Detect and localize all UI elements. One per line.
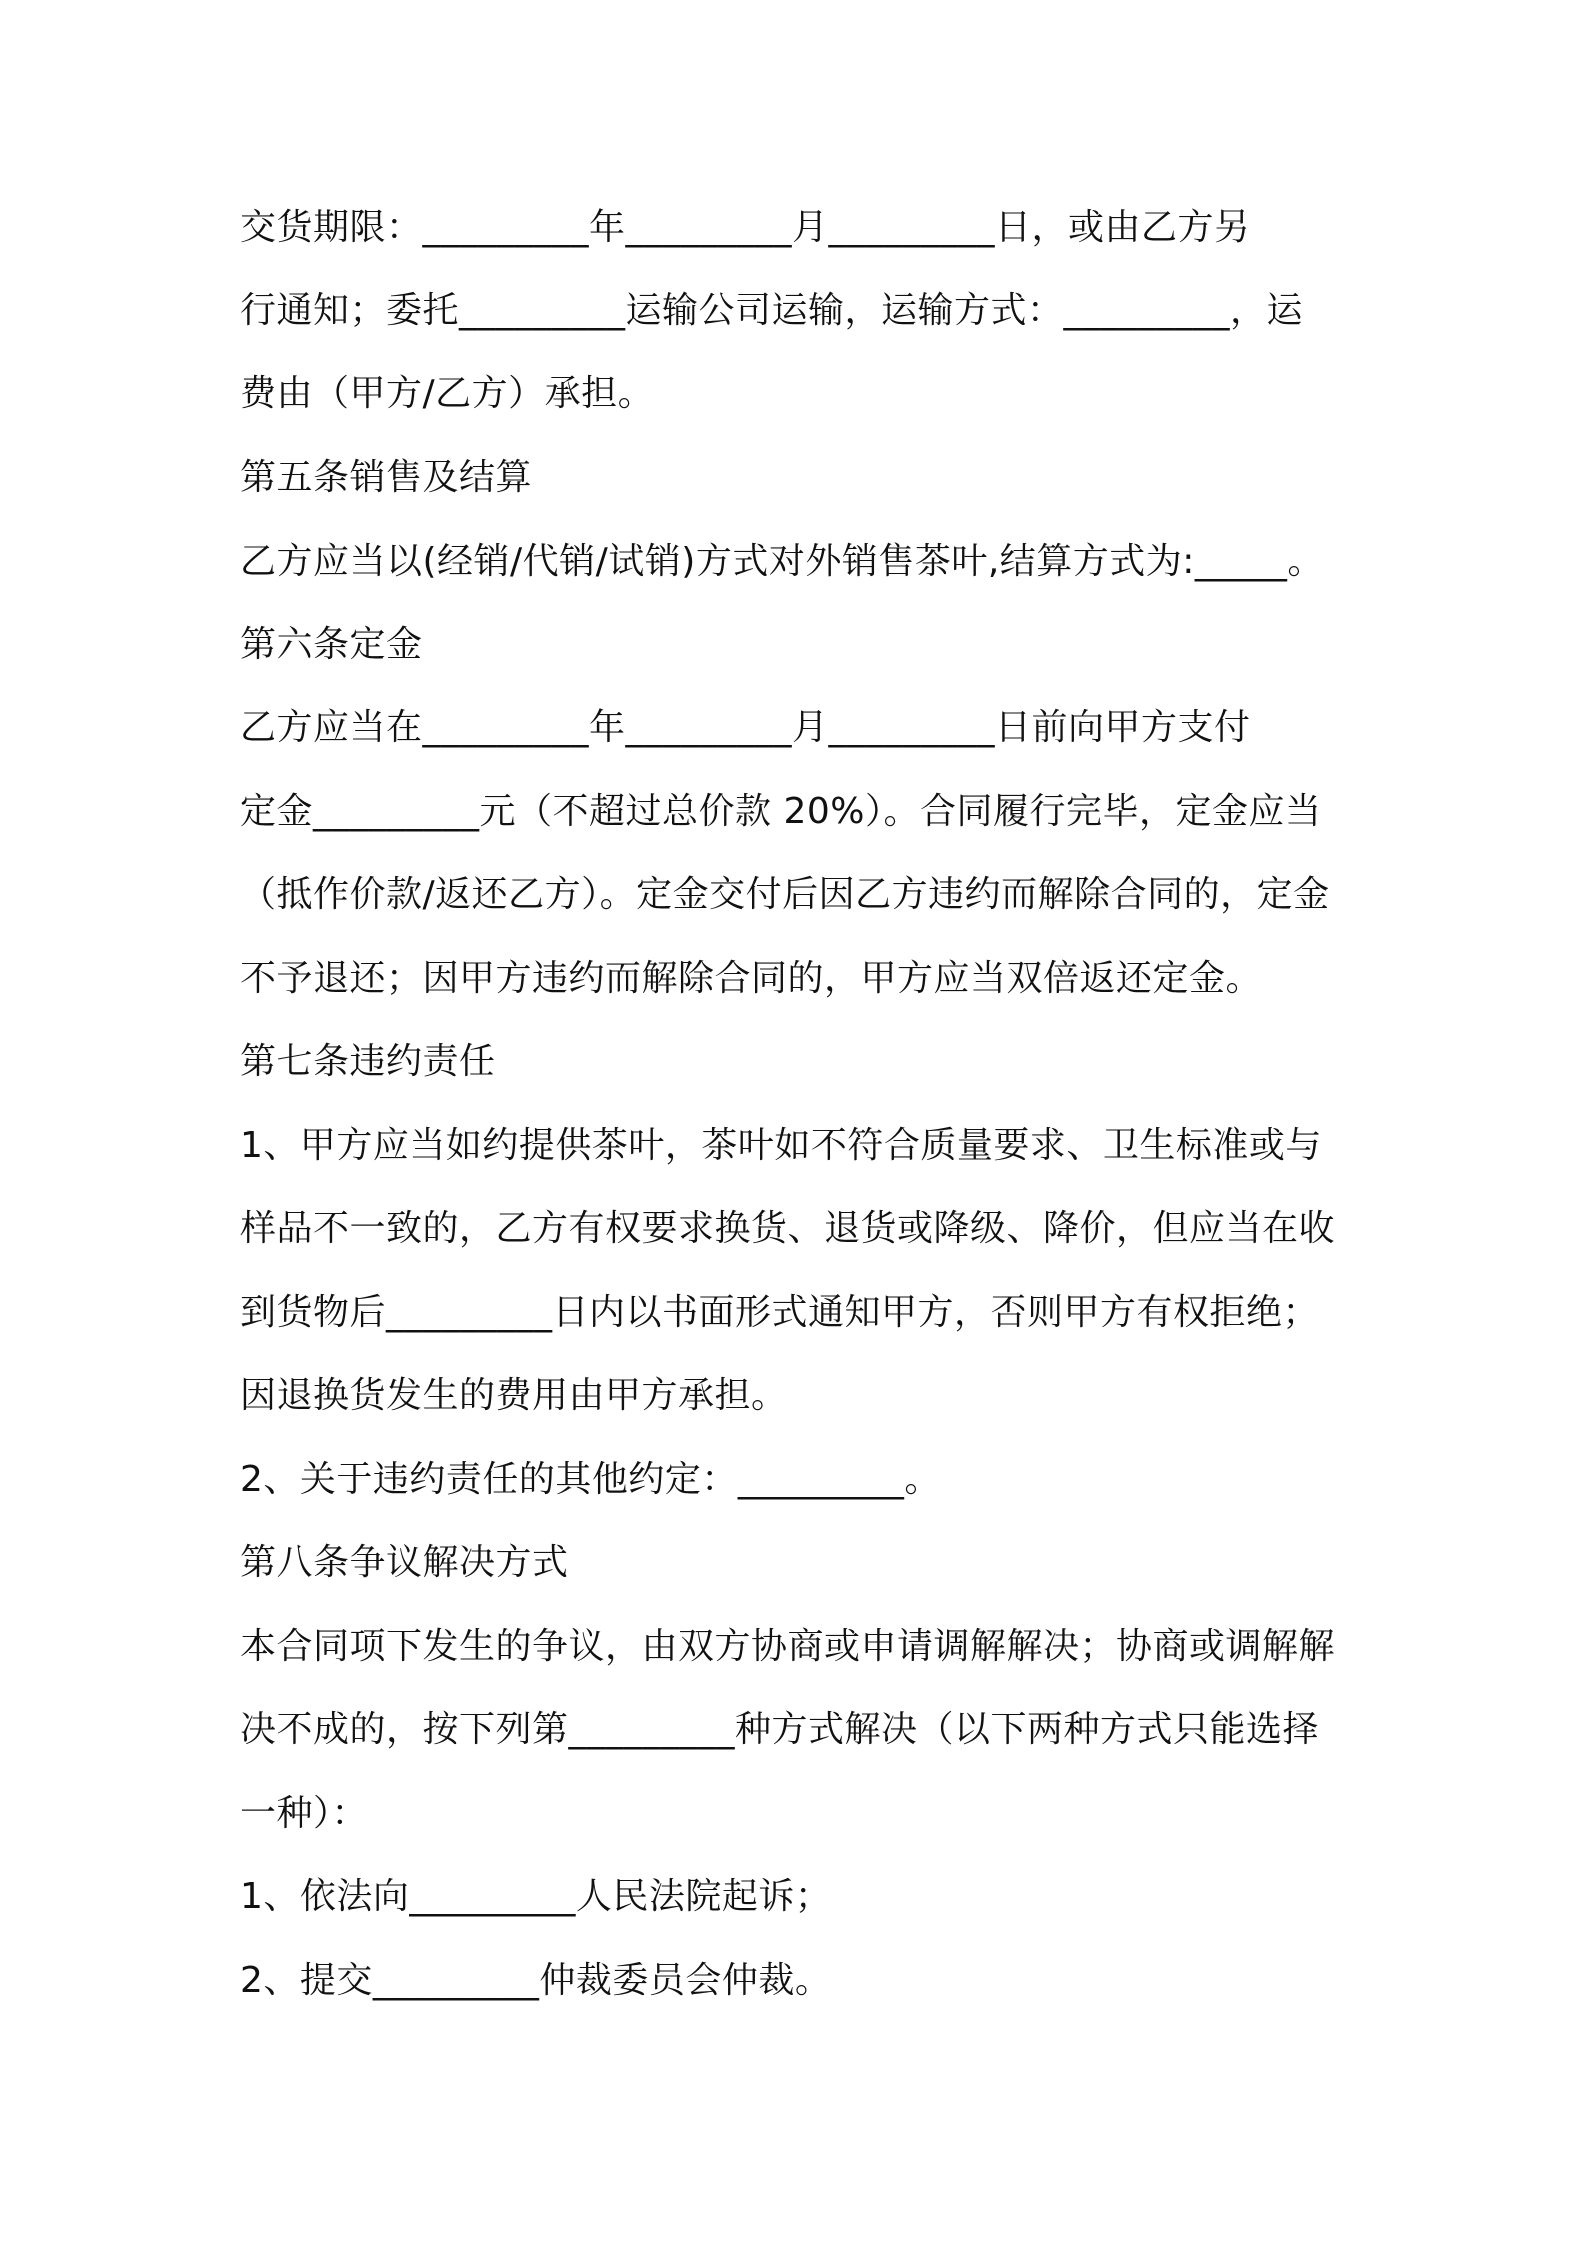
article-8-option-1: 1、依法向_________人民法院起诉； <box>240 1876 832 1917</box>
article-6-text-line-2: 定金_________元（不超过总价款 20%）。合同履行完毕，定金应当 <box>240 791 1322 832</box>
article-8-heading: 第八条争议解决方式 <box>240 1542 569 1583</box>
article-7-clause-1-line-3: 到货物后_________日内以书面形式通知甲方，否则甲方有权拒绝； <box>240 1292 1320 1333</box>
article-8-text-line-2: 决不成的，按下列第_________种方式解决（以下两种方式只能选择 <box>240 1709 1320 1750</box>
article-6-text-line-1: 乙方应当在_________年_________月_________日前向甲方支付 <box>240 707 1251 748</box>
article-7-clause-1-line-1: 1、甲方应当如约提供茶叶，茶叶如不符合质量要求、卫生标准或与 <box>240 1125 1322 1166</box>
article-7-clause-2: 2、关于违约责任的其他约定：_________。 <box>240 1459 941 1500</box>
delivery-term-line-1: 交货期限：_________年_________月_________日，或由乙方另 <box>240 207 1251 248</box>
article-7-clause-1-line-2: 样品不一致的，乙方有权要求换货、退货或降级、降价，但应当在收 <box>240 1208 1336 1249</box>
article-8-option-2: 2、提交_________仲裁委员会仲裁。 <box>240 1960 832 2001</box>
delivery-term-line-3: 费由（甲方/乙方）承担。 <box>240 373 655 414</box>
article-5-text: 乙方应当以(经销/代销/试销)方式对外销售茶叶,结算方式为:_____。 <box>240 541 1324 582</box>
article-8-text-line-1: 本合同项下发生的争议，由双方协商或申请调解解决；协商或调解解 <box>240 1626 1336 1667</box>
article-8-text-line-3: 一种）： <box>240 1793 369 1834</box>
delivery-term-line-2: 行通知；委托_________运输公司运输，运输方式：_________，运 <box>240 290 1304 331</box>
article-5-heading: 第五条销售及结算 <box>240 457 533 498</box>
article-6-text-line-4: 不予退还；因甲方违约而解除合同的，甲方应当双倍返还定金。 <box>240 958 1263 999</box>
article-6-text-line-3: （抵作价款/返还乙方）。定金交付后因乙方违约而解除合同的，定金 <box>240 874 1330 915</box>
article-7-heading: 第七条违约责任 <box>240 1041 496 1082</box>
article-6-heading: 第六条定金 <box>240 624 423 665</box>
article-7-clause-1-line-4: 因退换货发生的费用由甲方承担。 <box>240 1375 788 1416</box>
